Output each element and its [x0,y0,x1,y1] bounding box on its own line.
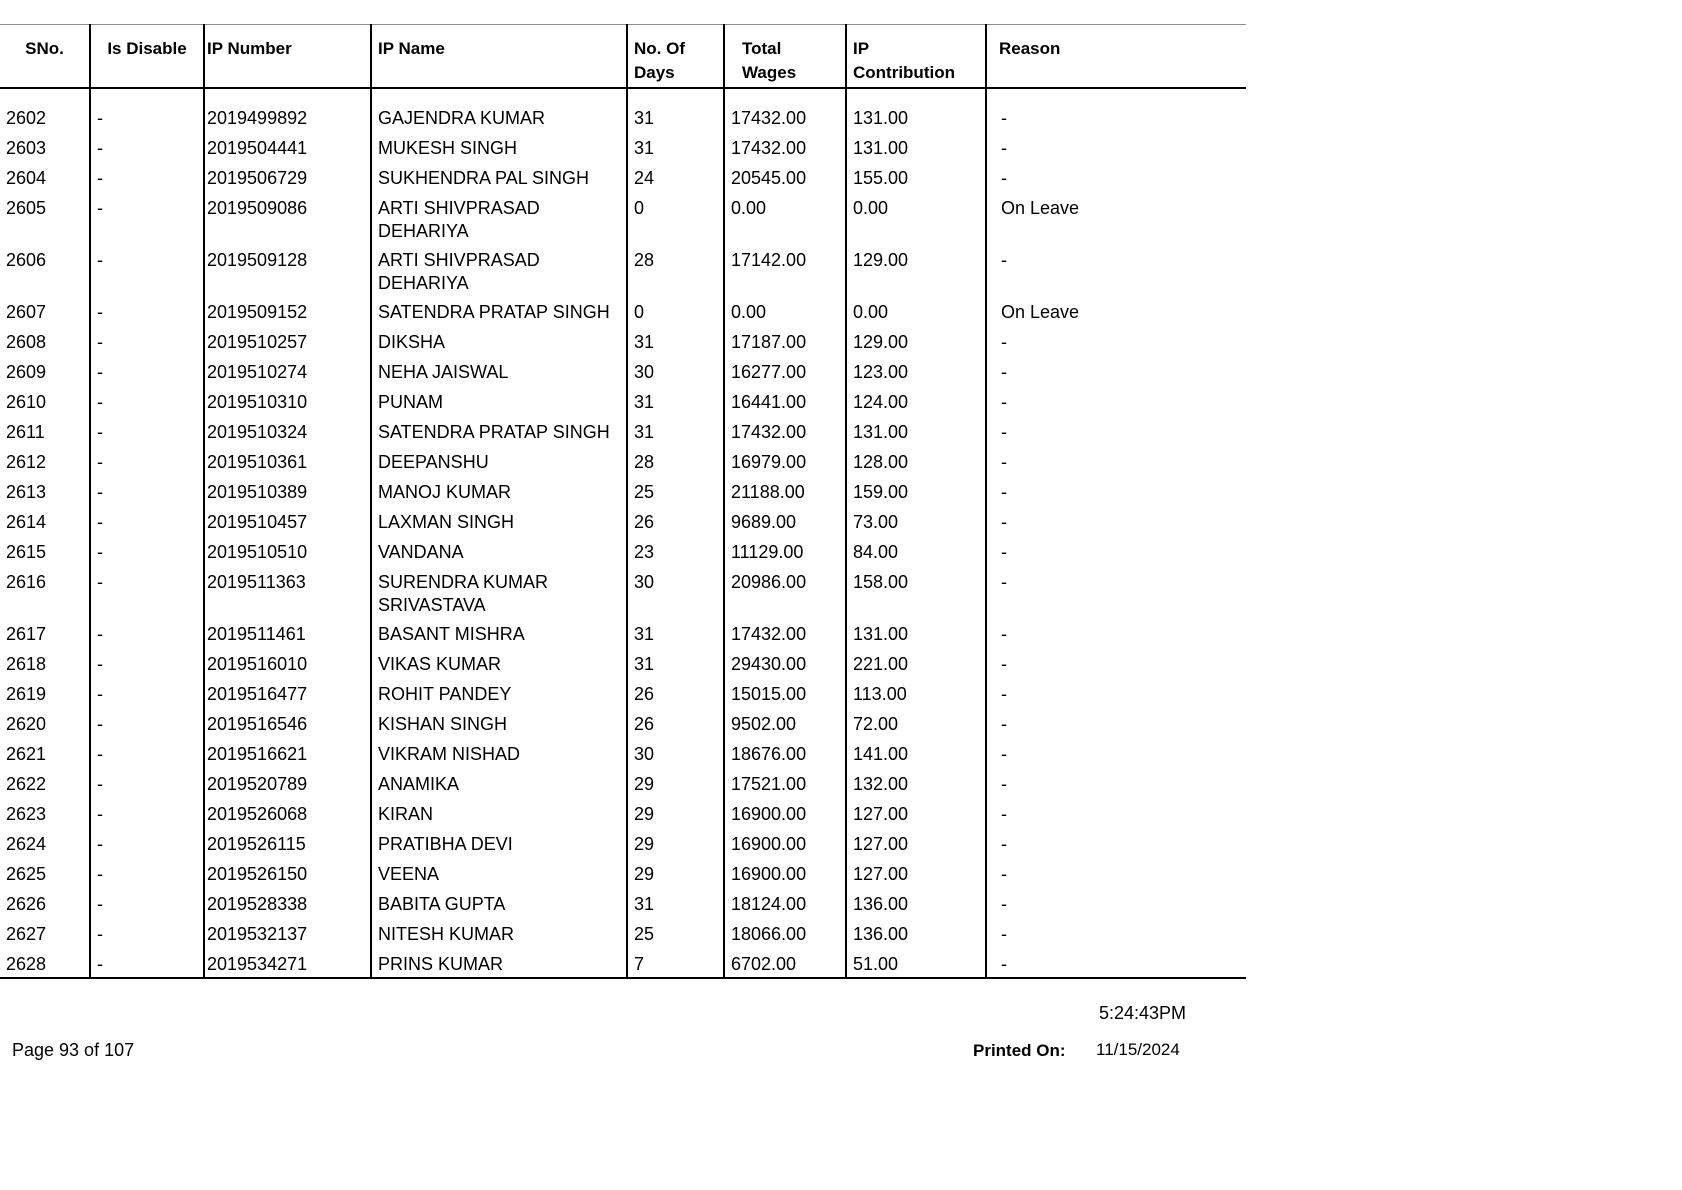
cell-sno: 2620 [0,707,90,737]
cell-reason: - [1001,451,1007,472]
cell-ip-name: PRINS KUMAR [371,947,627,978]
cell-ip-number: 2019516546 [204,707,371,737]
cell-ip-number: 2019510389 [204,475,371,505]
cell-ip-number: 2019510274 [204,355,371,385]
cell-is-disable: - [90,797,204,827]
cell-total-wages: 17432.00 [724,131,846,161]
cell-sno: 2602 [0,101,90,131]
table-row [0,101,1246,131]
header-total-wages: Total Wages [724,25,846,88]
cell-is-disable: - [90,191,204,243]
cell-total-wages: 16900.00 [724,827,846,857]
cell-ip-contribution: 158.00 [846,565,986,617]
cell-ip-number: 2019510310 [204,385,371,415]
table-row [0,131,1246,161]
cell-ip-contribution: 155.00 [846,161,986,191]
cell-days: 30 [627,565,724,617]
printed-on-label: Printed On: [973,1041,1066,1060]
cell-sno: 2621 [0,737,90,767]
cell-ip-contribution: 73.00 [846,505,986,535]
table-row [0,797,1246,827]
cell-reason: - [1001,167,1007,188]
cell-ip-contribution: 159.00 [846,475,986,505]
cell-ip-contribution: 127.00 [846,827,986,857]
cell-is-disable: - [90,677,204,707]
cell-ip-number: 2019534271 [204,947,371,978]
cell-is-disable: - [90,767,204,797]
cell-days: 25 [627,917,724,947]
cell-reason: On Leave [1001,197,1080,218]
table-row [0,565,1246,617]
cell-ip-contribution: 0.00 [846,295,986,325]
cell-ip-contribution: 131.00 [846,415,986,445]
cell-is-disable: - [90,295,204,325]
cell-ip-number: 2019520789 [204,767,371,797]
cell-total-wages: 17142.00 [724,243,846,295]
cell-ip-contribution: 72.00 [846,707,986,737]
cell-sno: 2608 [0,325,90,355]
cell-reason: - [1001,361,1007,382]
cell-sno: 2612 [0,445,90,475]
cell-reason: - [986,947,1246,978]
cell-ip-name: PRATIBHA DEVI [371,827,627,857]
cell-reason: - [1001,923,1007,944]
cell-days: 0 [627,191,724,243]
cell-sno: 2624 [0,827,90,857]
contribution-table [0,24,1246,979]
cell-sno: 2622 [0,767,90,797]
cell-total-wages: 18124.00 [724,887,846,917]
cell-total-wages: 6702.00 [724,947,846,978]
table-row [0,707,1246,737]
cell-total-wages: 17521.00 [724,767,846,797]
cell-ip-name: KIRAN [371,797,627,827]
cell-is-disable: - [90,505,204,535]
cell-sno: 2613 [0,475,90,505]
cell-days: 0 [627,295,724,325]
cell-days: 30 [627,737,724,767]
table-row [0,535,1246,565]
cell-sno: 2628 [0,947,90,978]
cell-days: 26 [627,707,724,737]
table-row [0,243,1246,295]
table-row [0,767,1246,797]
cell-total-wages: 17187.00 [724,325,846,355]
print-time: 5:24:43PM [1099,1003,1187,1023]
cell-days: 31 [627,385,724,415]
cell-ip-number: 2019509152 [204,295,371,325]
cell-ip-contribution: 132.00 [846,767,986,797]
cell-days: 26 [627,677,724,707]
cell-reason: - [1001,803,1007,824]
cell-reason: - [1001,683,1007,704]
cell-days: 7 [627,947,724,978]
cell-ip-name: DIKSHA [371,325,627,355]
cell-sno: 2611 [0,415,90,445]
cell-total-wages: 17432.00 [724,617,846,647]
table-row [0,737,1246,767]
table-row [0,475,1246,505]
cell-days: 24 [627,161,724,191]
cell-total-wages: 15015.00 [724,677,846,707]
cell-reason: - [1001,249,1007,270]
cell-days: 28 [627,445,724,475]
cell-is-disable: - [90,707,204,737]
cell-is-disable: - [90,161,204,191]
cell-reason: - [1001,107,1007,128]
report-sheet [0,24,1246,979]
cell-ip-name: SATENDRA PRATAP SINGH [371,415,627,445]
cell-total-wages: 29430.00 [724,647,846,677]
table-row [0,887,1246,917]
header-ip-number: IP Number [204,25,371,88]
table-row [0,385,1246,415]
cell-days: 31 [627,647,724,677]
cell-ip-number: 2019510324 [204,415,371,445]
cell-is-disable: - [90,445,204,475]
table-row [0,355,1246,385]
cell-ip-contribution: 131.00 [846,101,986,131]
cell-reason: - [1001,833,1007,854]
cell-ip-contribution: 84.00 [846,535,986,565]
header-ip-contribution: IP Contribution [846,25,986,88]
cell-ip-contribution: 136.00 [846,887,986,917]
cell-reason: - [1001,481,1007,502]
cell-total-wages: 16900.00 [724,797,846,827]
cell-days: 29 [627,827,724,857]
cell-is-disable: - [90,737,204,767]
cell-total-wages: 9502.00 [724,707,846,737]
cell-is-disable: - [90,101,204,131]
cell-ip-contribution: 124.00 [846,385,986,415]
cell-total-wages: 16441.00 [724,385,846,415]
cell-sno: 2607 [0,295,90,325]
cell-ip-contribution: 113.00 [846,677,986,707]
table-row [0,445,1246,475]
cell-reason: - [1001,331,1007,352]
cell-is-disable: - [90,887,204,917]
cell-reason: - [1001,511,1007,532]
cell-is-disable: - [90,565,204,617]
cell-reason: - [1001,743,1007,764]
cell-total-wages: 20545.00 [724,161,846,191]
cell-days: 31 [627,887,724,917]
cell-ip-number: 2019532137 [204,917,371,947]
cell-is-disable: - [90,385,204,415]
cell-sno: 2625 [0,857,90,887]
cell-days: 31 [627,617,724,647]
cell-reason: - [1001,571,1007,592]
cell-reason: - [1001,391,1007,412]
cell-is-disable: - [90,947,204,978]
cell-ip-name: VEENA [371,857,627,887]
table-row [0,947,1246,978]
cell-total-wages: 0.00 [724,295,846,325]
cell-ip-number: 2019510457 [204,505,371,535]
cell-is-disable: - [90,535,204,565]
cell-total-wages: 16900.00 [724,857,846,887]
header-is-disable: Is Disable [90,25,204,88]
header-no-of-days: No. Of Days [627,25,724,88]
cell-reason: On Leave [1001,301,1080,322]
cell-total-wages: 20986.00 [724,565,846,617]
cell-days: 31 [627,415,724,445]
cell-ip-name: LAXMAN SINGH [371,505,627,535]
table-row [0,325,1246,355]
header-row [0,25,1246,88]
table-row [0,647,1246,677]
cell-reason: - [1001,421,1007,442]
cell-ip-number: 2019509086 [204,191,371,243]
cell-total-wages: 0.00 [724,191,846,243]
table-row [0,857,1246,887]
cell-sno: 2616 [0,565,90,617]
cell-ip-name: VANDANA [371,535,627,565]
cell-sno: 2614 [0,505,90,535]
cell-ip-contribution: 221.00 [846,647,986,677]
cell-ip-contribution: 129.00 [846,243,986,295]
cell-days: 30 [627,355,724,385]
cell-is-disable: - [90,415,204,445]
cell-ip-number: 2019504441 [204,131,371,161]
cell-ip-contribution: 131.00 [846,617,986,647]
cell-ip-number: 2019499892 [204,101,371,131]
cell-is-disable: - [90,857,204,887]
cell-sno: 2618 [0,647,90,677]
table-body [0,88,1246,978]
cell-ip-name: SURENDRA KUMAR SRIVASTAVA [371,565,627,617]
cell-total-wages: 16277.00 [724,355,846,385]
cell-ip-contribution: 128.00 [846,445,986,475]
table-row [0,505,1246,535]
cell-sno: 2626 [0,887,90,917]
cell-ip-contribution: 141.00 [846,737,986,767]
cell-ip-number: 2019526068 [204,797,371,827]
cell-total-wages: 16979.00 [724,445,846,475]
cell-ip-number: 2019516477 [204,677,371,707]
cell-is-disable: - [90,827,204,857]
cell-days: 31 [627,101,724,131]
cell-reason: - [1001,653,1007,674]
cell-reason: - [1001,713,1007,734]
cell-days: 25 [627,475,724,505]
cell-days: 29 [627,797,724,827]
cell-ip-contribution: 51.00 [846,947,986,978]
cell-sno: 2627 [0,917,90,947]
cell-ip-name: MANOJ KUMAR [371,475,627,505]
cell-ip-name: BASANT MISHRA [371,617,627,647]
table-row [0,917,1246,947]
cell-reason: - [1001,137,1007,158]
cell-ip-number: 2019510510 [204,535,371,565]
header-reason: Reason [986,25,1246,88]
cell-ip-number: 2019528338 [204,887,371,917]
table-row [0,191,1246,243]
cell-ip-name: NITESH KUMAR [371,917,627,947]
cell-reason: - [1001,541,1007,562]
cell-days: 31 [627,325,724,355]
cell-sno: 2623 [0,797,90,827]
header-sno: SNo. [0,25,90,88]
cell-is-disable: - [90,325,204,355]
cell-ip-number: 2019509128 [204,243,371,295]
page-number: Page 93 of 107 [12,1040,135,1060]
cell-total-wages: 18676.00 [724,737,846,767]
cell-days: 29 [627,857,724,887]
cell-sno: 2605 [0,191,90,243]
cell-reason: - [1001,863,1007,884]
table-row [0,617,1246,647]
cell-days: 29 [627,767,724,797]
cell-total-wages: 11129.00 [724,535,846,565]
cell-ip-number: 2019516621 [204,737,371,767]
printed-on-date: 11/15/2024 [1096,1040,1180,1059]
cell-days: 26 [627,505,724,535]
cell-reason: - [1001,773,1007,794]
cell-is-disable: - [90,917,204,947]
cell-sno: 2619 [0,677,90,707]
table-header [0,25,1246,88]
table-row [0,827,1246,857]
cell-is-disable: - [90,647,204,677]
cell-ip-name: ARTI SHIVPRASAD DEHARIYA [371,243,627,295]
cell-is-disable: - [90,131,204,161]
cell-ip-name: SATENDRA PRATAP SINGH [371,295,627,325]
cell-ip-number: 2019511461 [204,617,371,647]
cell-ip-name: SUKHENDRA PAL SINGH [371,161,627,191]
cell-ip-contribution: 131.00 [846,131,986,161]
cell-sno: 2609 [0,355,90,385]
cell-ip-name: ROHIT PANDEY [371,677,627,707]
cell-total-wages: 18066.00 [724,917,846,947]
cell-ip-number: 2019510361 [204,445,371,475]
cell-ip-name: ANAMIKA [371,767,627,797]
cell-ip-name: KISHAN SINGH [371,707,627,737]
cell-ip-name: PUNAM [371,385,627,415]
cell-total-wages: 17432.00 [724,101,846,131]
cell-sno: 2606 [0,243,90,295]
cell-sno: 2604 [0,161,90,191]
cell-total-wages: 9689.00 [724,505,846,535]
cell-ip-name: DEEPANSHU [371,445,627,475]
cell-ip-name: GAJENDRA KUMAR [371,101,627,131]
cell-sno: 2615 [0,535,90,565]
cell-sno: 2603 [0,131,90,161]
cell-is-disable: - [90,617,204,647]
cell-reason: - [1001,893,1007,914]
table-row [0,677,1246,707]
cell-days: 23 [627,535,724,565]
cell-sno: 2610 [0,385,90,415]
cell-ip-contribution: 127.00 [846,857,986,887]
cell-ip-name: VIKRAM NISHAD [371,737,627,767]
cell-ip-contribution: 123.00 [846,355,986,385]
cell-reason: - [1001,623,1007,644]
cell-is-disable: - [90,475,204,505]
header-ip-name: IP Name [371,25,627,88]
cell-is-disable: - [90,243,204,295]
cell-ip-number: 2019510257 [204,325,371,355]
cell-total-wages: 17432.00 [724,415,846,445]
cell-ip-number: 2019516010 [204,647,371,677]
cell-ip-name: VIKAS KUMAR [371,647,627,677]
cell-days: 28 [627,243,724,295]
cell-ip-contribution: 0.00 [846,191,986,243]
cell-total-wages: 21188.00 [724,475,846,505]
cell-ip-number: 2019526115 [204,827,371,857]
table-row [0,161,1246,191]
cell-days: 31 [627,131,724,161]
table-row [0,295,1246,325]
cell-ip-name: ARTI SHIVPRASAD DEHARIYA [371,191,627,243]
cell-ip-contribution: 127.00 [846,797,986,827]
cell-ip-contribution: 136.00 [846,917,986,947]
cell-ip-number: 2019511363 [204,565,371,617]
cell-ip-contribution: 129.00 [846,325,986,355]
cell-sno: 2617 [0,617,90,647]
cell-ip-name: BABITA GUPTA [371,887,627,917]
cell-ip-number: 2019526150 [204,857,371,887]
cell-ip-number: 2019506729 [204,161,371,191]
table-row [0,415,1246,445]
cell-ip-name: MUKESH SINGH [371,131,627,161]
cell-is-disable: - [90,355,204,385]
spacer-row [0,88,1246,101]
cell-ip-name: NEHA JAISWAL [371,355,627,385]
